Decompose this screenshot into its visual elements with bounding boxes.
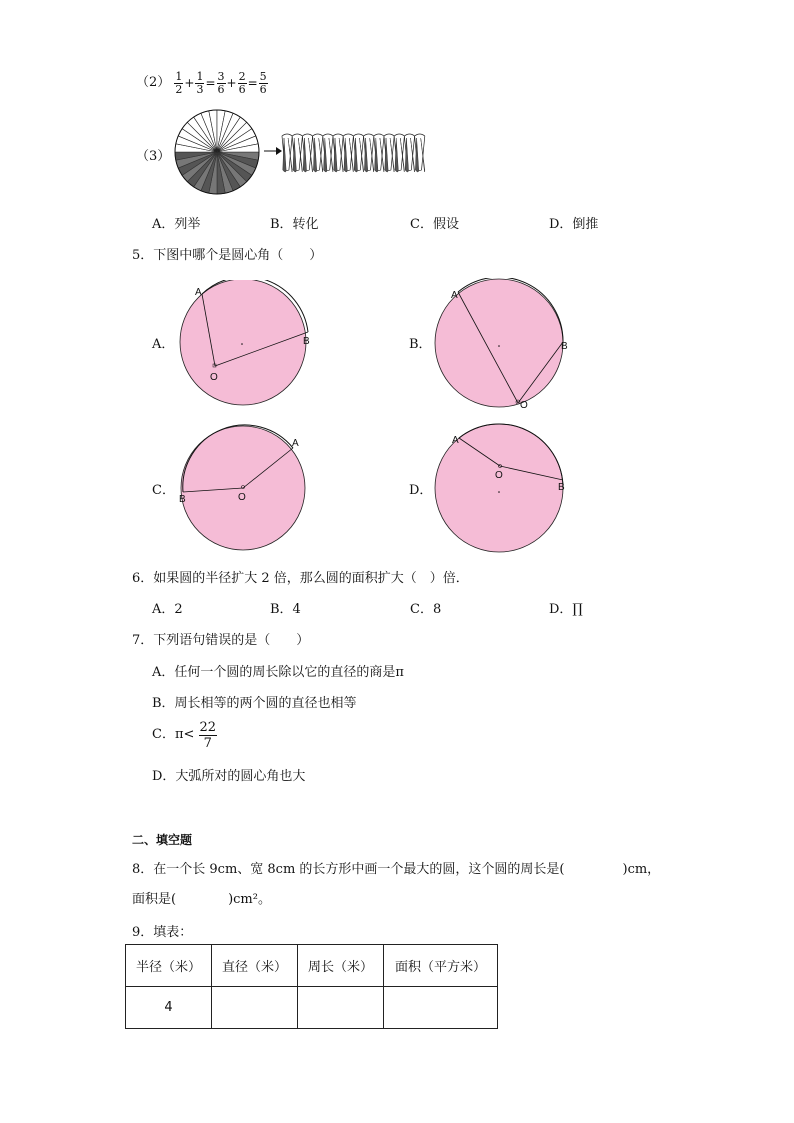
fraction	[195, 71, 204, 96]
numerator: 5	[259, 69, 267, 83]
denominator: 7	[203, 735, 212, 751]
q9-stem: 9．填表：	[132, 925, 193, 940]
q8-text-b: )cm，	[622, 862, 661, 877]
point-a-label: A	[195, 287, 202, 298]
point-o-label: O	[520, 400, 528, 411]
operator: +	[184, 76, 195, 90]
q4-option-d: D．倒推	[549, 217, 599, 232]
q7-option-a: A．任何一个圆的周长除以它的直径的商是π	[152, 665, 404, 680]
q6-option-a: A．2	[152, 602, 183, 617]
fraction	[174, 71, 183, 96]
table-row	[126, 987, 498, 1029]
q8-line2	[132, 888, 271, 907]
q4-option-a: A．列举	[152, 217, 201, 232]
numerator: 2	[238, 69, 246, 83]
arrow-icon	[264, 147, 282, 155]
table-header-row	[126, 945, 498, 987]
numerator: 22	[199, 719, 217, 735]
point-a-label: A	[452, 435, 459, 446]
q8-text-c: 面积是(	[132, 892, 177, 907]
fraction	[238, 71, 247, 96]
operator: =	[247, 76, 258, 90]
header-radius: 半径（米）	[126, 945, 212, 987]
point-a-label: A	[451, 290, 458, 301]
q8-line1	[132, 858, 660, 877]
q7-stem: 7．下列语句错误的是（ ）	[132, 633, 310, 648]
denominator: 6	[217, 82, 225, 96]
point-b-label: B	[179, 494, 186, 505]
q5-circle-b	[432, 278, 572, 413]
circle-to-strip-figure	[172, 108, 472, 198]
q5-label-b: B．	[409, 337, 432, 352]
q5-stem: 5．下图中哪个是圆心角（ ）	[132, 248, 323, 263]
numerator: 3	[217, 69, 225, 83]
point-o-label: O	[495, 470, 503, 481]
divided-circle-icon	[175, 110, 259, 194]
rearranged-strip-icon	[282, 134, 425, 172]
operator: +	[226, 76, 237, 90]
q7-option-c	[152, 718, 217, 752]
numerator: 1	[196, 69, 204, 83]
item-label: （2）	[136, 75, 171, 90]
point-o-label: O	[210, 372, 218, 383]
q4-option-b: B．转化	[270, 217, 319, 232]
denominator: 6	[238, 82, 246, 96]
fill-table	[125, 944, 498, 1029]
denominator: 3	[196, 82, 204, 96]
q4-item3-label: （3）	[136, 149, 171, 164]
header-diameter: 直径（米）	[212, 945, 298, 987]
operator: =	[205, 76, 216, 90]
q7-option-d: D．大弧所对的圆心角也大	[152, 769, 306, 784]
fraction	[259, 71, 268, 96]
q5-circle-d	[432, 416, 572, 556]
q5-label-d: D．	[409, 483, 433, 498]
fraction-expression	[174, 69, 267, 96]
option-c-prefix: C．π<	[152, 727, 195, 742]
numerator: 1	[175, 69, 183, 83]
q6-stem: 6．如果圆的半径扩大 2 倍，那么圆的面积扩大（ ）倍．	[132, 571, 469, 586]
header-area: 面积（平方米）	[384, 945, 498, 987]
q5-circle-c	[175, 420, 315, 555]
q8-text-a: 8．在一个长 9cm、宽 8cm 的长方形中画一个最大的圆，这个圆的周长是(	[132, 862, 565, 877]
point-b-label: B	[303, 336, 310, 347]
q6-option-b: B．4	[270, 602, 301, 617]
fraction	[199, 720, 218, 751]
q4-item2	[136, 68, 268, 98]
section-title: 二、填空题	[132, 833, 193, 847]
fraction	[217, 71, 226, 96]
q6-option-d: D．∏	[549, 602, 583, 617]
cell-area[interactable]	[384, 987, 498, 1029]
cell-diameter[interactable]	[212, 987, 298, 1029]
cell-circumference[interactable]	[298, 987, 384, 1029]
q6-option-c: C．8	[410, 602, 442, 617]
q5-circle-a	[175, 280, 315, 410]
denominator: 6	[259, 82, 267, 96]
point-a-label: A	[292, 438, 299, 449]
q5-label-c: C．	[152, 483, 175, 498]
point-o-label: O	[238, 492, 246, 503]
header-circumference: 周长（米）	[298, 945, 384, 987]
point-b-label: B	[558, 482, 565, 493]
cell-radius: 4	[126, 987, 212, 1029]
q5-label-a: A．	[152, 337, 175, 352]
q7-option-b: B．周长相等的两个圆的直径也相等	[152, 696, 357, 711]
q8-text-d: )cm²。	[228, 892, 271, 907]
q4-option-c: C．假设	[410, 217, 459, 232]
point-b-label: B	[561, 341, 568, 352]
denominator: 2	[175, 82, 183, 96]
